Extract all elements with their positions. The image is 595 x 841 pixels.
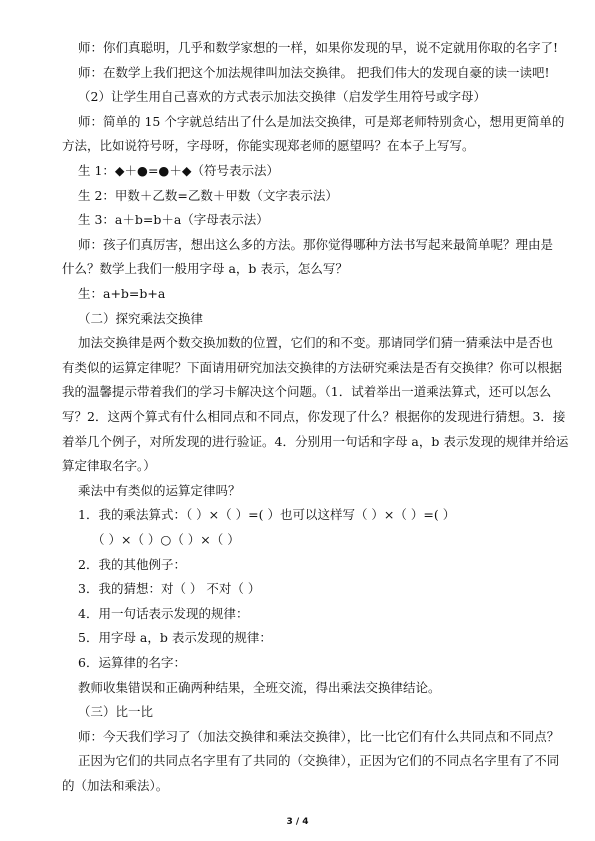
worksheet-item: 5．用字母 a，b 表示发现的规律：: [78, 630, 272, 646]
text-line: 加法交换律是两个数交换加数的位置，它们的和不变。那请同学们猜一猜乘法中是否也: [78, 335, 554, 351]
text-line: 什么？数学上我们一般用字母 a，b 表示，怎么写？: [62, 261, 348, 277]
text-line: 有类似的运算定律呢？下面请用研究加法交换律的方法研究乘法是否有交换律？你可以根据: [62, 359, 563, 375]
worksheet-item: 4．用一句话表示发现的规律：: [78, 605, 249, 621]
text-line: 生 2：甲数＋乙数=乙数＋甲数（文字表示法）: [78, 187, 338, 203]
text-line: 师：今天我们学习了（加法交换律和乘法交换律），比一比它们有什么共同点和不同点？: [78, 728, 560, 744]
text-line: 方法，比如说符号呀，字母呀，你能实现郑老师的愿望吗？在本子上写写。: [62, 138, 475, 154]
text-line: 的（加法和乘法）。: [62, 778, 169, 793]
text-line: 生 3：a＋b=b＋a（字母表示法）: [78, 212, 269, 228]
text-line: 算定律取名字。）: [62, 458, 156, 474]
worksheet-item: （ ）×（ ）○（ ）×（ ）: [92, 532, 240, 547]
worksheet-item: 6．运算律的名字：: [78, 655, 186, 670]
text-line: （2）让学生用自己喜欢的方式表示加法交换律（启发学生用符号或字母）: [78, 89, 486, 105]
text-line: 师：孩子们真厉害，想出这么多的方法。那你觉得哪种方法书写起来最简单呢？理由是: [78, 236, 554, 252]
text-line: 师：你们真聪明，几乎和数学家想的一样，如果你发现的早，说不定就用你取的名字了!: [78, 40, 559, 55]
text-line: 教师收集错误和正确两种结果，全班交流，得出乘法交换律结论。: [78, 679, 441, 695]
section-heading: （三）比一比: [78, 704, 154, 720]
worksheet-item: 2．我的其他例子：: [78, 556, 186, 572]
worksheet-item: 3．我的猜想：对（ ） 不对（ ）: [78, 581, 261, 597]
text-line: 着举几个例子，对所发现的进行验证。4．分别用一句话和字母 a，b 表示发现的规律并给运: [62, 433, 569, 449]
section-heading: （二）探究乘法交换律: [78, 310, 204, 326]
text-line: 正因为它们的共同点名字里有了共同的（交换律），正因为它们的不同点名字里有了不同: [78, 753, 560, 769]
text-line: 生：a+b=b+a: [78, 286, 166, 301]
page-number: 3 / 4: [286, 817, 309, 827]
worksheet-item: 1．我的乘法算式：（ ）×（ ）=( ）也可以这样写（ ）×（ ）=( ）: [78, 507, 456, 523]
text-line: 师：简单的 15 个字就总结出了什么是加法交换律，可是郑老师特别贪心，想用更简单的: [78, 113, 565, 129]
text-line: 写？2．这两个算式有什么相同点和不同点，你发现了什么？根据你的发现进行猜想。3．接: [62, 409, 566, 424]
text-line: 师：在数学上我们把这个加法规律叫加法交换律。 把我们伟大的发现自豪的读一读吧!: [78, 64, 550, 80]
text-line: 我的温馨提示带着我们的学习卡解决这个问题。（1．试着举出一道乘法算式，还可以怎么: [62, 384, 552, 400]
text-line: 生 1：◆＋●=●＋◆（符号表示法）: [78, 163, 279, 178]
text-line: 乘法中有类似的运算定律吗？: [78, 482, 241, 498]
